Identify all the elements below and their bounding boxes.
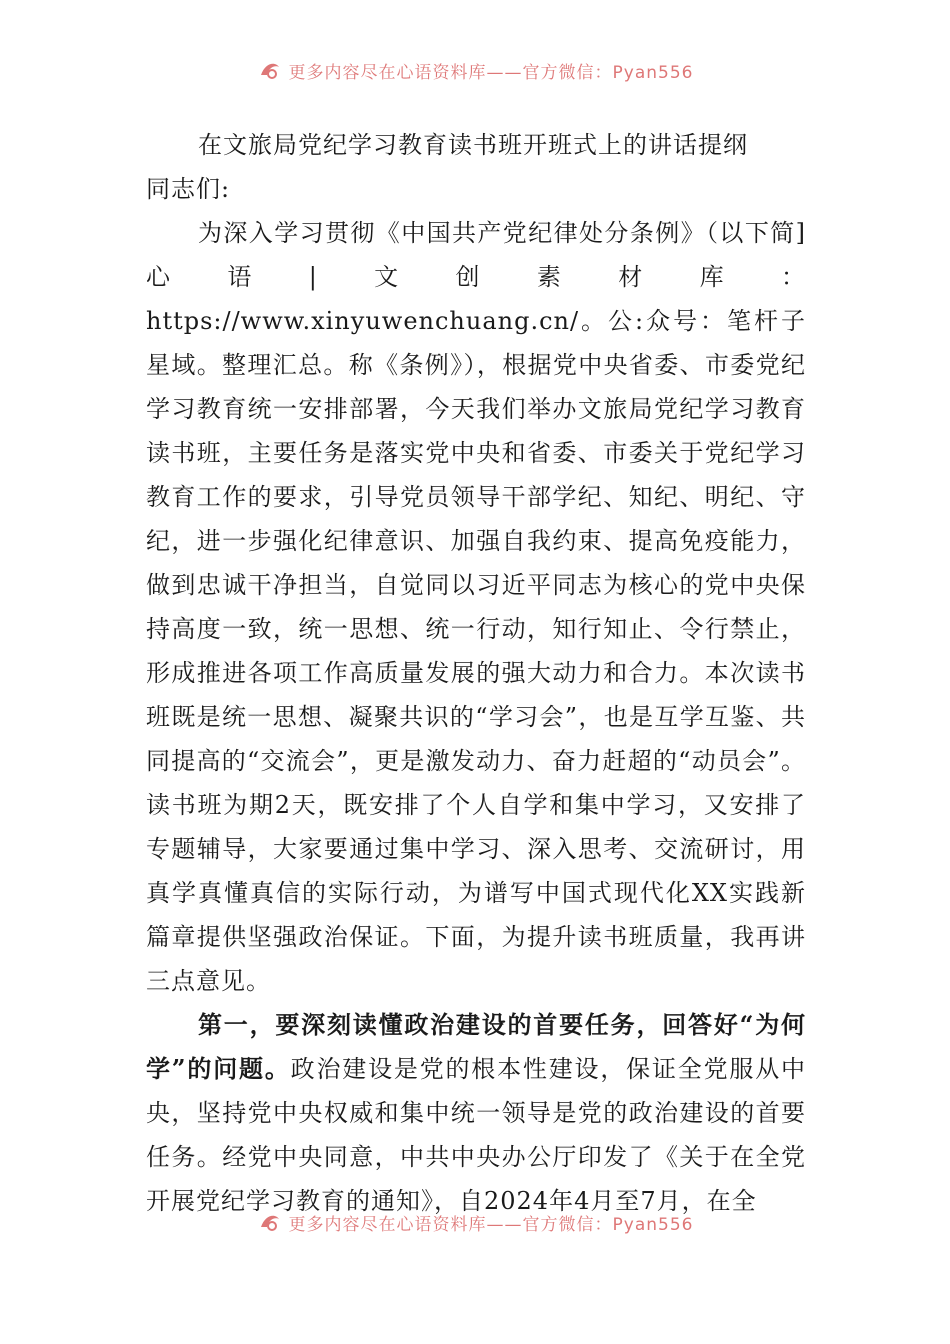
watermark-text: 更多内容尽在心语资料库——官方微信：Pyan556 (288, 1214, 694, 1235)
watermark-text: 更多内容尽在心语资料库——官方微信：Pyan556 (288, 62, 694, 83)
paragraph-1: 为深入学习贯彻《中国共产党纪律处分条例》（以下简]心语|文创素材库：https://www.xinyuwenchuang.cn/。公:众号：笔杆子星域。整理汇总。称《条例》），根据党中央省委、市委党纪学习教育统一安排部署，今天我们举办文旅局党纪学习教育读书班，主要任务是落实党中央和省委、市委关于党纪学习教育工作的要求，引导党员领导干部学纪、知纪、明纪、守纪，进一步强化纪律意识、加强自我约束、提高免疫能力，做到忠诚干净担当，自觉同以习近平同志为核心的党中央保持高度一致，统一思想、统一行动，知行知止、令行禁止，形成推进各项工作高质量发展的强大动力和合力。本次读书班既是统一思想、凝聚共识的“学习会”，也是互学互鉴、共同提高的“交流会”，更是激发动力、奋力赶超的“动员会”。读书班为期2天，既安排了个人自学和集中学习，又安排了专题辅导，大家要通过集中学习、深入思考、交流研讨，用真学真懂真信的实际行动，为谱写中国式现代化XX实践新篇章提供坚强政治保证。下面，为提升读书班质量，我再讲三点意见。 (146, 219, 806, 995)
paragraph-2 (146, 1003, 806, 1223)
watermark-footer (0, 1206, 950, 1238)
document-body (146, 123, 806, 1223)
watermark-header (0, 54, 950, 86)
document-title: 在文旅局党纪学习教育读书班开班式上的讲话提纲 (198, 131, 748, 159)
greeting: 同志们: (146, 175, 231, 203)
paragraph-2-text: 政治建设是党的根本性建设，保证全党服从中央，坚持党中央权威和集中统一领导是党的政治建设的首要任务。经党中央同意，中共中央办公厅印发了《关于在全党开展党纪学习教育的通知》，自2024年4月至7月，在全 (146, 1055, 806, 1215)
logo-icon (257, 57, 283, 83)
logo-icon (257, 1209, 283, 1235)
paragraph-2-heading: 第一，要深刻读懂政治建设的首要任务，回答好“为何学”的问题。 (146, 1010, 806, 1083)
